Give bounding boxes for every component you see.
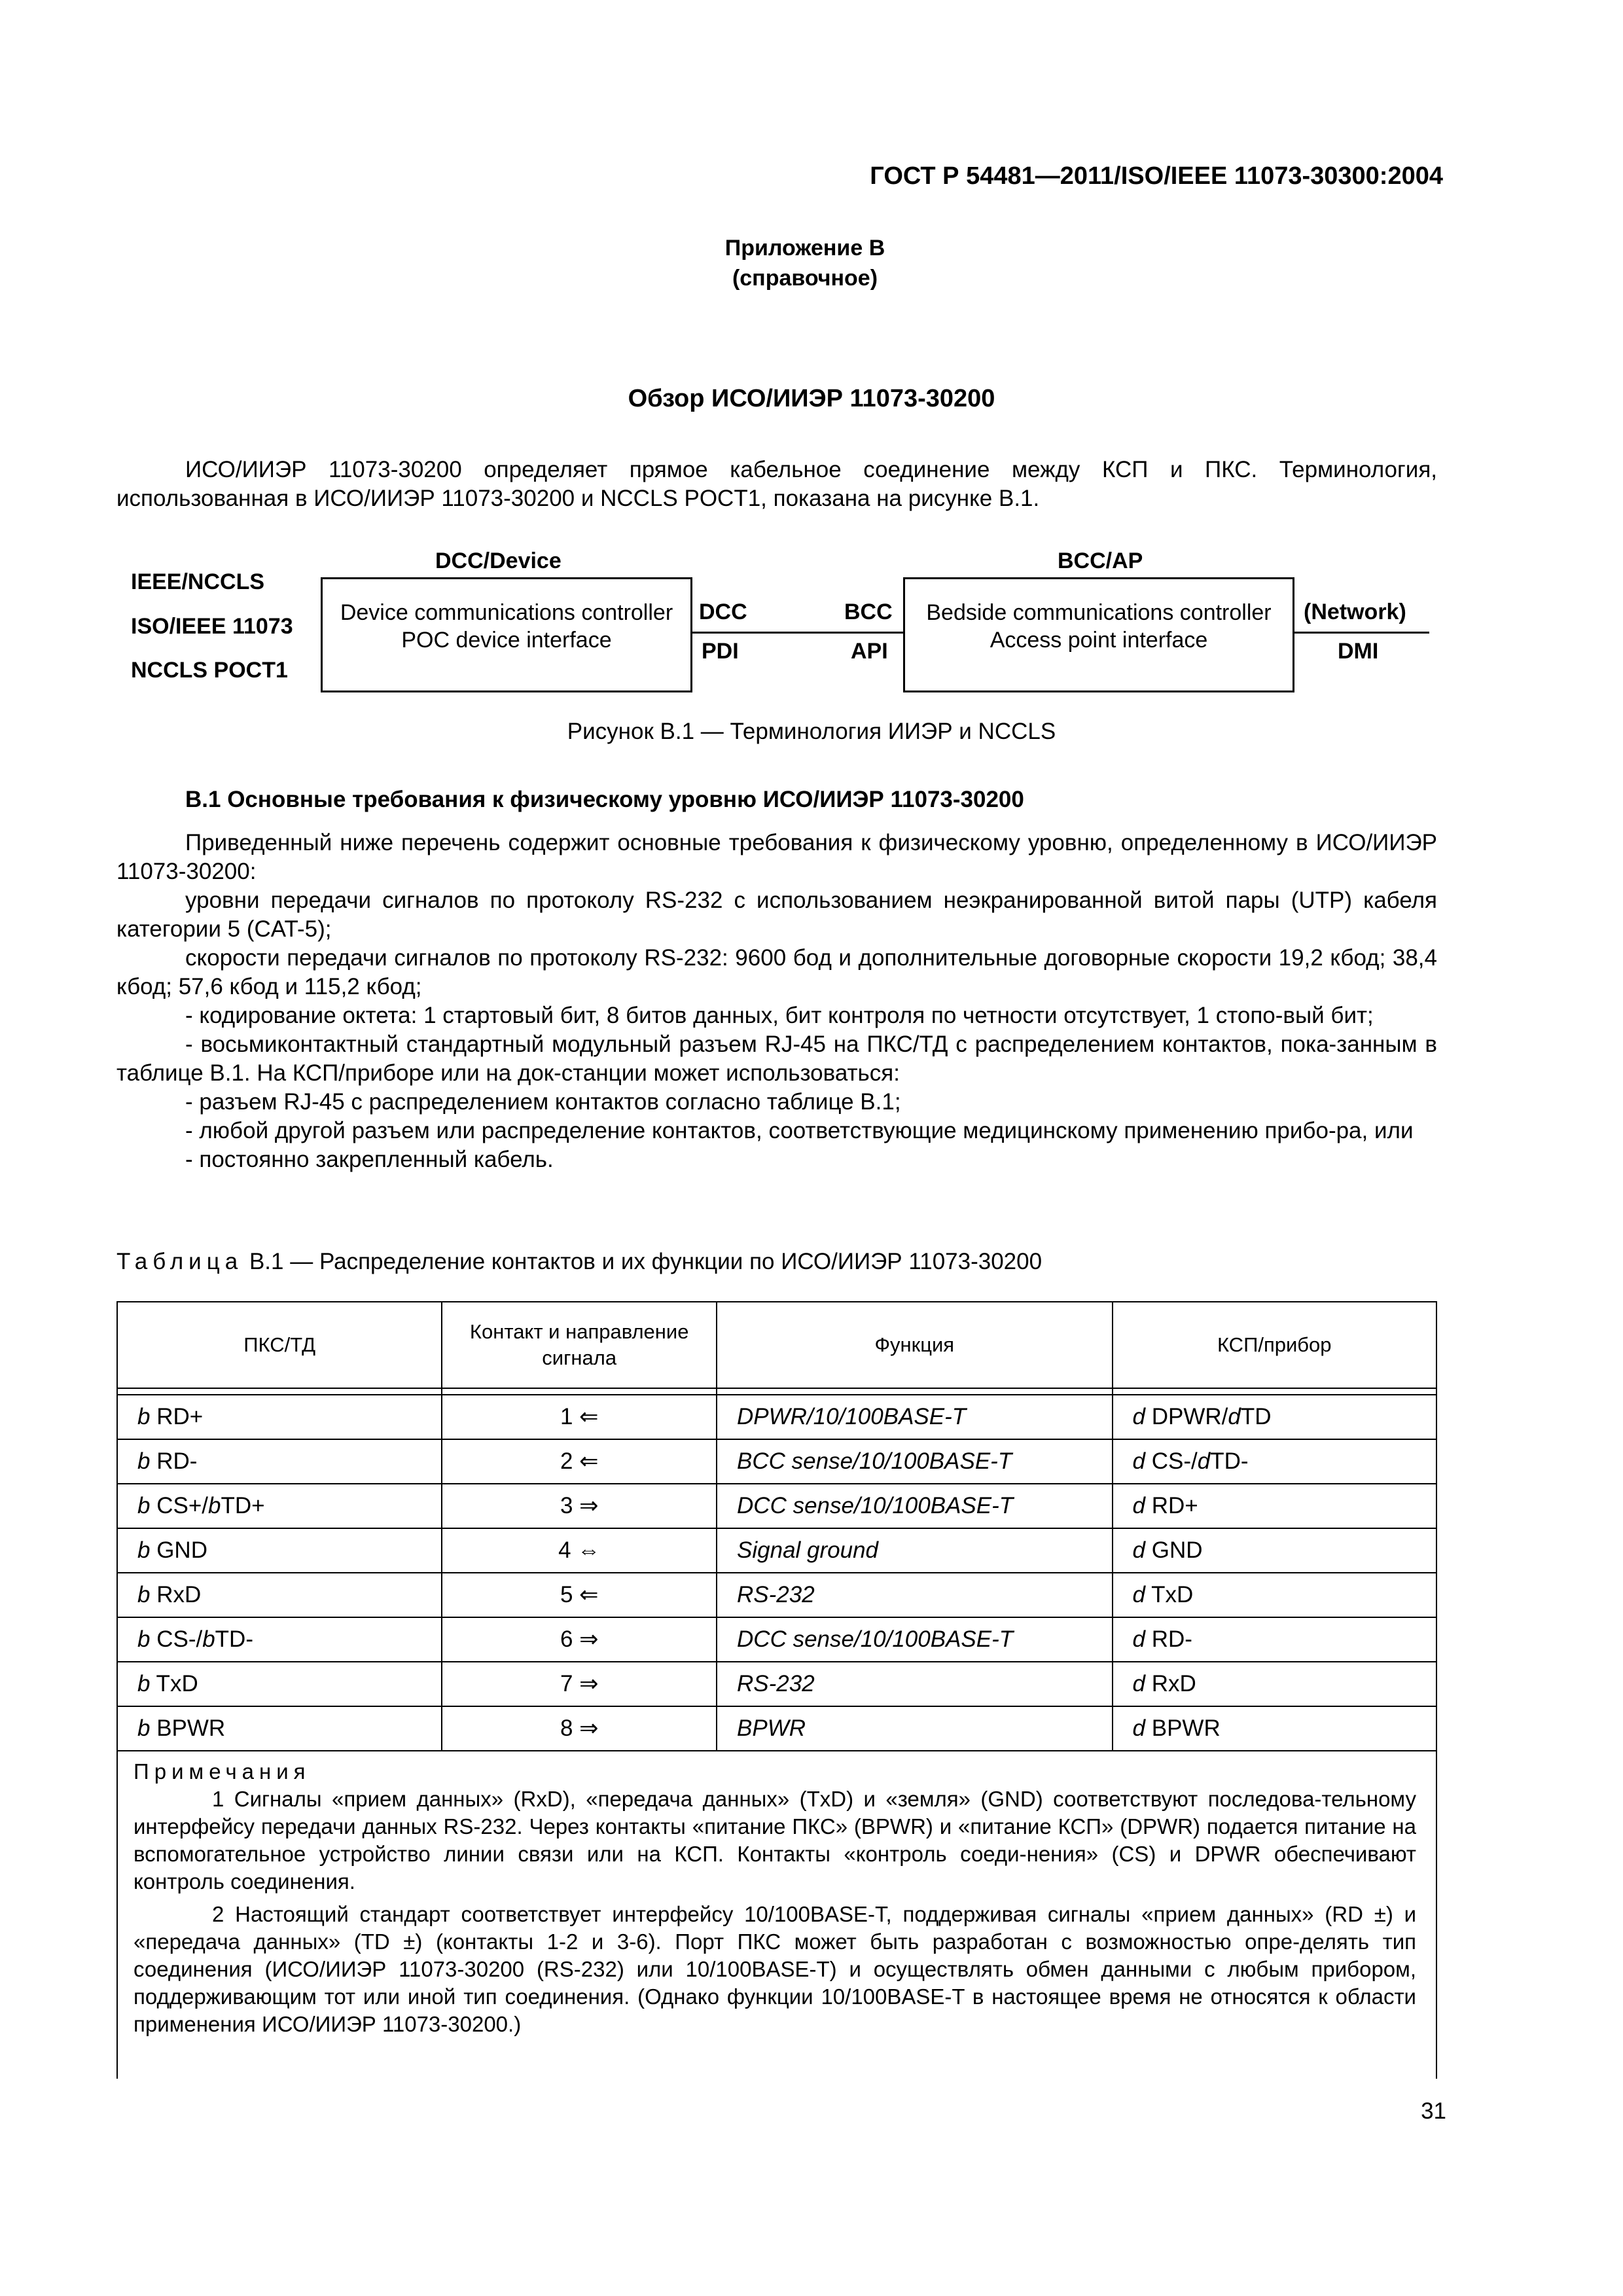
list-item: скорости передачи сигналов по протоколу RS-232: 9600 бод и дополнительные договорные скорости 19,2 кбод; 38,4 кбод; 57,6 кбод и 115,2 кбод; — [116, 945, 1437, 999]
pks-cell: GND — [150, 1537, 207, 1563]
contact-cell: 7 ⇒ — [442, 1662, 717, 1706]
ksp-cell: RD- — [1145, 1626, 1192, 1652]
ksp-prefix: d — [1132, 1493, 1145, 1518]
bcc-ap-box — [903, 577, 1294, 692]
table-row — [117, 1662, 1436, 1706]
ksp-cell-tail: TD- — [1210, 1448, 1249, 1474]
function-cell: BPWR — [717, 1706, 1113, 1751]
table-row — [117, 1439, 1436, 1484]
requirements-list — [116, 829, 1437, 1174]
figure-row-label: NCCLS POCT1 — [131, 658, 288, 683]
appendix-type: (справочное) — [732, 266, 878, 291]
dcc-label: DCC — [699, 600, 747, 624]
table-row — [117, 1706, 1436, 1751]
column-header: КСП/прибор — [1113, 1302, 1436, 1388]
pks-prefix: b — [137, 1671, 151, 1696]
pks-cell-tail: TD- — [215, 1626, 253, 1652]
table-row — [117, 1528, 1436, 1573]
pks-cell: RD- — [150, 1448, 198, 1474]
ksp-cell: RxD — [1145, 1671, 1196, 1696]
contact-cell: 6 ⇒ — [442, 1617, 717, 1662]
pdi-label: PDI — [702, 639, 739, 664]
ksp-cell-tail: TD — [1240, 1404, 1272, 1429]
api-label: API — [851, 639, 888, 664]
function-cell: RS-232 — [717, 1662, 1113, 1706]
ksp-prefix: d — [1132, 1582, 1145, 1607]
dmi-label: DMI — [1338, 639, 1379, 664]
table-caption — [116, 1249, 1042, 1275]
table-row — [117, 1573, 1436, 1617]
connection-line-right — [1294, 632, 1429, 634]
function-cell: DPWR/10/100BASE-T — [717, 1395, 1113, 1439]
pks-cell: RD+ — [150, 1404, 204, 1429]
ksp-cell: CS-/ — [1145, 1448, 1198, 1474]
intro-paragraph — [116, 456, 1437, 513]
list-item: - постоянно закрепленный кабель. — [185, 1147, 554, 1172]
left-box-line2: POC device interface — [401, 628, 612, 653]
ksp-prefix: d — [1132, 1448, 1145, 1474]
section-heading: В.1 Основные требования к физическому уровню ИСО/ИИЭР 11073-30200 — [185, 787, 1024, 812]
right-box-line1: Bedside communications controller — [926, 600, 1272, 625]
contact-cell: 1 ⇐ — [442, 1395, 717, 1439]
connection-line-left — [692, 632, 903, 634]
bcc-label: BCC — [844, 600, 893, 624]
standard-designation: ГОСТ Р 54481—2011/ISO/IEEE 11073-30300:2004 — [870, 162, 1443, 190]
function-cell: Signal ground — [717, 1528, 1113, 1573]
table-row — [117, 1617, 1436, 1662]
pks-prefix: b — [137, 1715, 151, 1741]
figure-row-label: IEEE/NCCLS — [131, 569, 265, 594]
dcc-device-box — [321, 577, 692, 692]
function-cell: DCC sense/10/100BASE-T — [717, 1484, 1113, 1528]
contact-cell: 8 ⇒ — [442, 1706, 717, 1751]
function-cell: RS-232 — [717, 1573, 1113, 1617]
pks-prefix: b — [137, 1582, 151, 1607]
function-cell: BCC sense/10/100BASE-T — [717, 1439, 1113, 1484]
ksp-prefix: d — [1228, 1404, 1241, 1429]
right-box-header: BCC/AP — [1058, 548, 1143, 573]
notes-heading: Примечания — [134, 1759, 311, 1784]
list-item: - кодирование октета: 1 стартовый бит, 8 битов данных, бит контроля по четности отсутствует, 1 стопо-вый бит; — [185, 1003, 1374, 1028]
table-notes — [116, 1751, 1437, 2079]
contact-cell: 5 ⇐ — [442, 1573, 717, 1617]
pin-assignment-table — [116, 1301, 1437, 1751]
column-header: ПКС/ТД — [117, 1302, 442, 1388]
appendix-label: Приложение В — [724, 236, 885, 260]
figure-caption: Рисунок В.1 — Терминология ИИЭР и NCCLS — [567, 719, 1056, 744]
table-header-row — [117, 1302, 1436, 1388]
list-item: - любой другой разъем или распределение контактов, соответствующие медицинскому применению прибо-ра, или — [185, 1118, 1414, 1143]
table-caption-word: Таблица — [116, 1249, 243, 1274]
ksp-prefix: d — [1132, 1537, 1145, 1563]
left-box-header: DCC/Device — [435, 548, 562, 573]
figure-row-label: ISO/IEEE 11073 — [131, 614, 293, 639]
ksp-cell: TxD — [1145, 1582, 1194, 1607]
note-2: 2 Настоящий стандарт соответствует интерфейсу 10/100BASE-T, поддерживая сигналы «прием данных» (RD ±) и «передача данных» (TD ±) (контакты 1-2 и 3-6). Порт ПКС может быть разработан с возможностью опре-делять тип соединения (ИСО/ИИЭР 11073-30200 (RS-232) или 10/100BASE-T) и осуществлять обмен данными с любым прибором, поддерживающим тот или иной тип соединения. (Однако функции 10/100BASE-T в настоящее время не относятся к области применения ИСО/ИИЭР 11073-30200.) — [134, 1902, 1416, 2036]
right-box-line2: Access point interface — [990, 628, 1208, 653]
pks-prefix: b — [137, 1626, 151, 1652]
pks-prefix: b — [137, 1448, 151, 1474]
ksp-cell: DPWR/ — [1145, 1404, 1228, 1429]
pks-prefix: b — [137, 1493, 151, 1518]
pks-prefix: b — [137, 1404, 151, 1429]
page-number: 31 — [1421, 2098, 1446, 2124]
ksp-cell: GND — [1145, 1537, 1203, 1563]
list-item: - разъем RJ-45 с распределением контактов согласно таблице В.1; — [185, 1089, 901, 1115]
pks-cell: CS+/ — [150, 1493, 208, 1518]
table-row — [117, 1484, 1436, 1528]
column-header: Контакт и направление сигнала — [442, 1302, 717, 1388]
ksp-prefix: d — [1132, 1404, 1145, 1429]
column-header: Функция — [717, 1302, 1113, 1388]
terminology-figure — [0, 537, 1623, 700]
function-cell: DCC sense/10/100BASE-T — [717, 1617, 1113, 1662]
table-caption-text: В.1 — Распределение контактов и их функции по ИСО/ИИЭР 11073-30200 — [243, 1249, 1043, 1274]
pks-prefix: b — [202, 1626, 215, 1652]
ksp-prefix: d — [1132, 1671, 1145, 1696]
pks-cell-tail: TD+ — [221, 1493, 265, 1518]
network-label: (Network) — [1304, 600, 1406, 624]
ksp-prefix: d — [1197, 1448, 1211, 1474]
pks-cell: CS-/ — [150, 1626, 203, 1652]
pks-cell: BPWR — [150, 1715, 226, 1741]
ksp-cell: BPWR — [1145, 1715, 1221, 1741]
ksp-prefix: d — [1132, 1715, 1145, 1741]
contact-cell: 2 ⇐ — [442, 1439, 717, 1484]
ksp-cell: RD+ — [1145, 1493, 1198, 1518]
table-row — [117, 1395, 1436, 1439]
page-title: Обзор ИСО/ИИЭР 11073-30200 — [628, 385, 995, 412]
list-item: уровни передачи сигналов по протоколу RS-232 с использованием неэкранированной витой пары (UTP) кабеля категории 5 (CAT-5); — [116, 888, 1437, 942]
pks-cell: TxD — [150, 1671, 198, 1696]
list-item: Приведенный ниже перечень содержит основные требования к физическому уровню, определенному в ИСО/ИИЭР 11073-30200: — [116, 830, 1437, 884]
pks-prefix: b — [207, 1493, 221, 1518]
note-1: 1 Сигналы «прием данных» (RxD), «передача данных» (TxD) и «земля» (GND) соответствуют последова-тельному интерфейсу передачи данных RS-232. Через контакты «питание ПКС» (BPWR) и «питание КСП» (DPWR) подается питание на вспомогательное устройство линии связи или на КСП. Контакты «контроль соеди-нения» (CS) и DPWR обеспечивают контроль соединения. — [134, 1787, 1416, 1893]
pks-cell: RxD — [150, 1582, 202, 1607]
contact-cell: 4 ⇔ — [442, 1528, 717, 1573]
contact-cell: 3 ⇒ — [442, 1484, 717, 1528]
left-box-line1: Device communications controller — [340, 600, 673, 625]
ksp-prefix: d — [1132, 1626, 1145, 1652]
intro-text: ИСО/ИИЭР 11073-30200 определяет прямое кабельное соединение между КСП и ПКС. Терминология, использованная в ИСО/ИИЭР 11073-30200 и NCCLS POCT1, показана на рисунке В.1. — [116, 457, 1437, 511]
list-item: - восьмиконтактный стандартный модульный разъем RJ-45 на ПКС/ТД с распределением контактов, пока-занным в таблице В.1. На КСП/приборе или на док-станции может использоваться: — [116, 1031, 1437, 1086]
pks-prefix: b — [137, 1537, 151, 1563]
